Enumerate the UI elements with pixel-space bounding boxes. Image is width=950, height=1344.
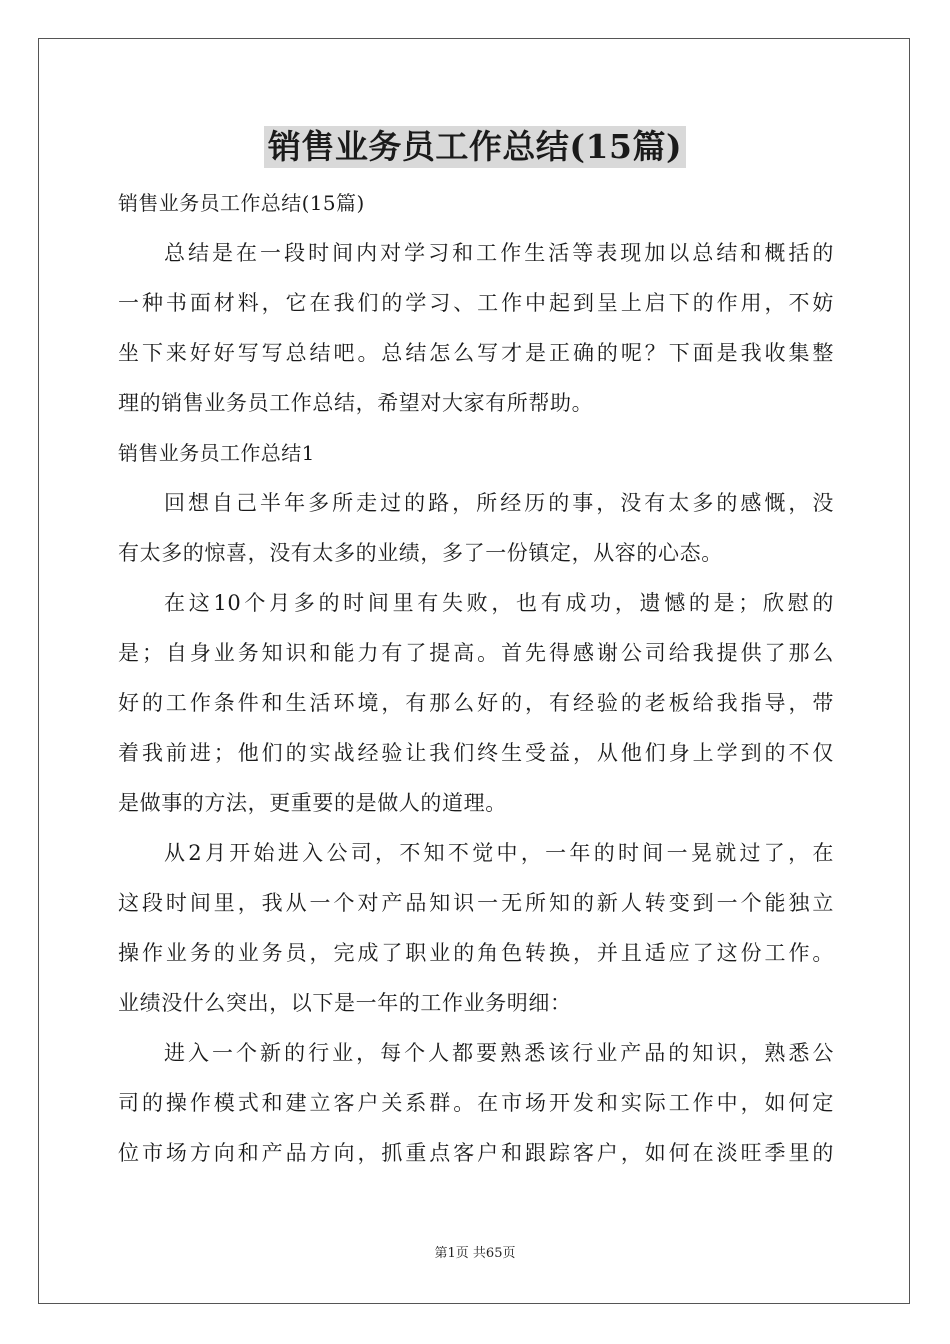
document-title: 销售业务员工作总结(15篇): [264, 126, 686, 168]
paragraph-line: 总结是在一段时间内对学习和工作生活等表现加以总结和概括的: [164, 241, 834, 265]
document-subtitle: 销售业务员工作总结(15篇): [118, 191, 365, 215]
paragraph-line: 业绩没什么突出，以下是一年的工作业务明细：: [118, 991, 572, 1015]
paragraph-line: 司的操作模式和建立客户关系群。在市场开发和实际工作中，如何定: [118, 1091, 834, 1115]
paragraph-line: 进入一个新的行业，每个人都要熟悉该行业产品的知识，熟悉公: [164, 1041, 834, 1065]
paragraph-line: 从2月开始进入公司，不知不觉中，一年的时间一晃就过了，在: [164, 841, 834, 865]
paragraph-line: 回想自己半年多所走过的路，所经历的事，没有太多的感慨，没: [164, 491, 834, 515]
paragraph-line: 坐下来好好写写总结吧。总结怎么写才是正确的呢？下面是我收集整: [118, 341, 834, 365]
document-body: [118, 178, 834, 1178]
paragraph-line: 好的工作条件和生活环境，有那么好的，有经验的老板给我指导，带: [118, 691, 834, 715]
paragraph-line: 理的销售业务员工作总结，希望对大家有所帮助。: [118, 391, 594, 415]
paragraph-line: 在这10个月多的时间里有失败，也有成功，遗憾的是；欣慰的: [164, 591, 834, 615]
paragraph-2: [118, 578, 834, 828]
paragraph-line: 有太多的惊喜，没有太多的业绩，多了一份镇定，从容的心态。: [118, 541, 723, 565]
intro-paragraph: [118, 228, 834, 428]
paragraph-line: 着我前进；他们的实战经验让我们终生受益，从他们身上学到的不仅: [118, 741, 834, 765]
page-footer: 第1页 共65页: [434, 1246, 516, 1261]
paragraph-line: 一种书面材料，它在我们的学习、工作中起到呈上启下的作用，不妨: [118, 291, 834, 315]
paragraph-1: [118, 478, 834, 578]
paragraph-line: 是；自身业务知识和能力有了提高。首先得感谢公司给我提供了那么: [118, 641, 834, 665]
paragraph-line: 操作业务的业务员，完成了职业的角色转换，并且适应了这份工作。: [118, 941, 834, 965]
section-heading: 销售业务员工作总结1: [118, 441, 315, 465]
title-container: [0, 126, 950, 168]
paragraph-line: 位市场方向和产品方向，抓重点客户和跟踪客户，如何在淡旺季里的: [118, 1141, 834, 1165]
paragraph-line: 是做事的方法，更重要的是做人的道理。: [118, 791, 507, 815]
paragraph-3: [118, 828, 834, 1028]
paragraph-line: 这段时间里，我从一个对产品知识一无所知的新人转变到一个能独立: [118, 891, 834, 915]
paragraph-4: [118, 1028, 834, 1178]
